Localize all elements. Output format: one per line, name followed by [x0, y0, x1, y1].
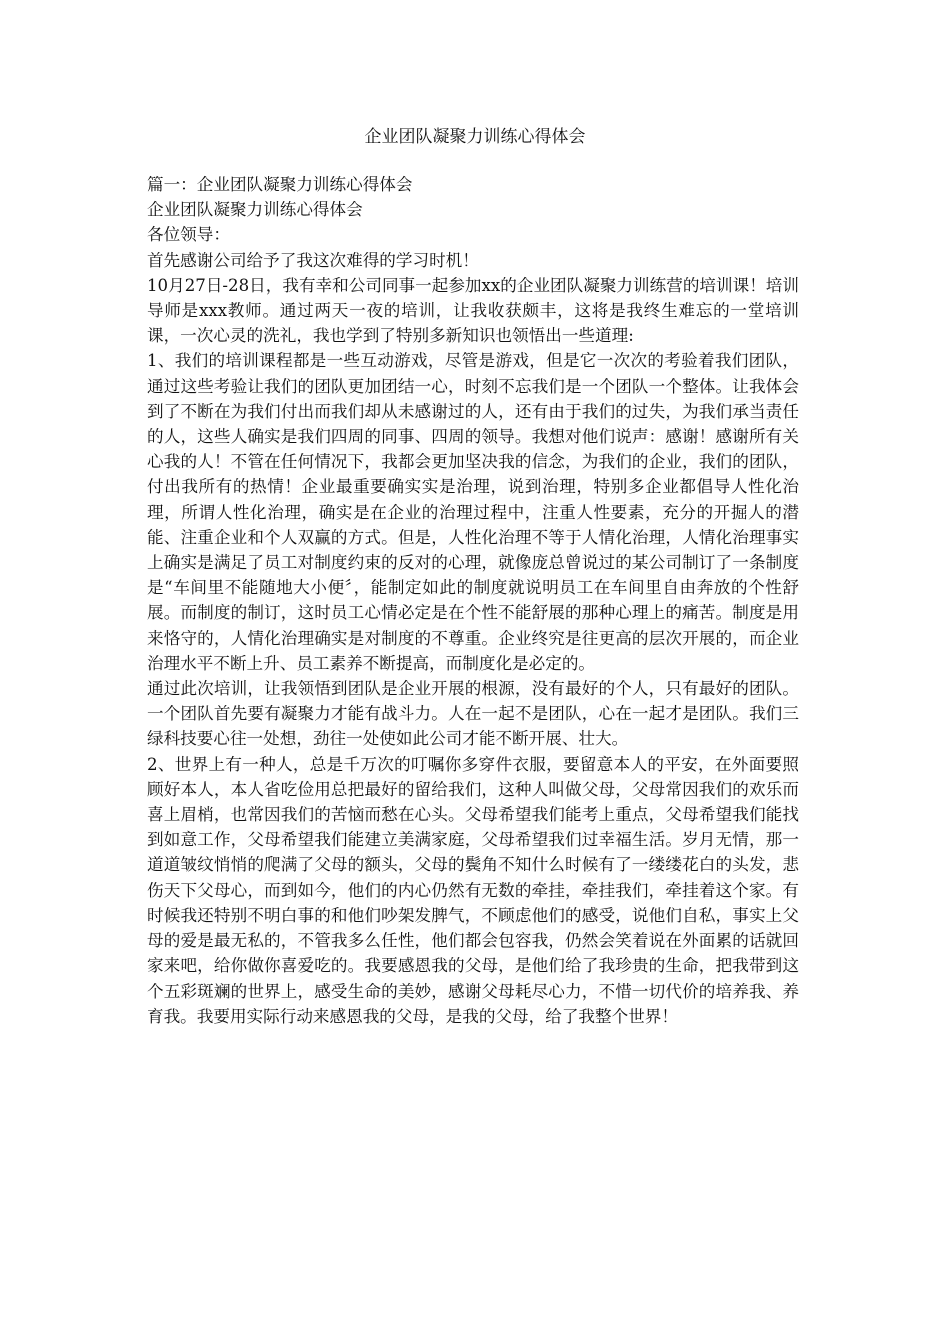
subtitle: 企业团队凝聚力训练心得体会	[147, 200, 363, 220]
document-body	[147, 172, 799, 1029]
paragraph: 1、我们的培训课程都是一些互动游戏，尽管是游戏，但是它一次次的考验着我们团队，通过这些考验让我们的团队更加团结一心，时刻不忘我们是一个团队一个整体。让我体会到了不断在为我们付出而我们却从未感谢过的人，还有由于我们的过失，为我们承当责任的人，这些人确实是我们四周的同事、四周的领导。我想对他们说声：感谢！感谢所有关心我的人！不管在任何情况下，我都会更加坚决我的信念，为我们的企业，我们的团队，付出我所有的热情！企业最重要确实实是治理，说到治理，特别多企业都倡导人性化治理，所谓人性化治理，确实是在企业的治理过程中，注重人性要素，充分的开掘人的潜能、注重企业和个人双赢的方式。但是，人性化治理不等于人情化治理，人情化治理事实上确实是满足了员工对制度约束的反对的心理，就像庞总曾说过的某公司制订了一条制度是“车间里不能随地大小便〞，能制定如此的制度就说明员工在车间里自由奔放的个性舒展。而制度的制订，这时员工心情必定是在个性不能舒展的那种心理上的痛苦。制度是用来恪守的，人情化治理确实是对制度的不尊重。企业终究是往更高的层次开展的，而企业治理水平不断上升、员工素养不断提高，而制度化是必定的。	[147, 351, 799, 673]
salutation: 各位领导：	[147, 225, 230, 245]
paragraph: 通过此次培训，让我领悟到团队是企业开展的根源，没有最好的个人，只有最好的团队。一个团队首先要有凝聚力才能有战斗力。人在一起不是团队，心在一起才是团队。我们三绿科技要心往一处想，劲往一处使如此公司才能不断开展、壮大。	[147, 679, 799, 749]
paragraph: 2、世界上有一种人，总是千万次的叮嘱你多穿件衣服，要留意本人的平安，在外面要照顾好本人，本人省吃俭用总把最好的留给我们，这种人叫做父母，父母常因我们的欢乐而喜上眉梢，也常因我们的苦恼而愁在心头。父母希望我们能考上重点，父母希望我们能找到如意工作，父母希望我们能建立美满家庭，父母希望我们过幸福生活。岁月无情，那一道道皱纹悄悄的爬满了父母的额头，父母的鬓角不知什么时候有了一缕缕花白的头发，悲伤天下父母心，而到如今，他们的内心仍然有无数的牵挂，牵挂我们，牵挂着这个家。有时候我还特别不明白事的和他们吵架发脾气，不顾虑他们的感受，说他们自私，事实上父母的爱是最无私的，不管我多么任性，他们都会包容我，仍然会笑着说在外面累的话就回家来吧，给你做你喜爱吃的。我要感恩我的父母，是他们给了我珍贵的生命，把我带到这个五彩斑斓的世界上，感受生命的美妙，感谢父母耗尽心力，不惜一切代价的培养我、养育我。我要用实际行动来感恩我的父母，是我的父母，给了我整个世界！	[147, 754, 799, 1026]
document-title: 企业团队凝聚力训练心得体会	[364, 127, 586, 147]
paragraph: 首先感谢公司给予了我这次难得的学习时机！	[147, 250, 479, 270]
section-heading: 篇一：企业团队凝聚力训练心得体会	[147, 175, 413, 194]
paragraph: 10月27日-28日，我有幸和公司同事一起参加xx的企业团队凝聚力训练营的培训课！培训导师是xxx教师。通过两天一夜的培训，让我收获颇丰，这将是我终生难忘的一堂培训课，一次心灵的洗礼，我也学到了特别多新知识也领悟出一些道理:	[147, 275, 799, 346]
